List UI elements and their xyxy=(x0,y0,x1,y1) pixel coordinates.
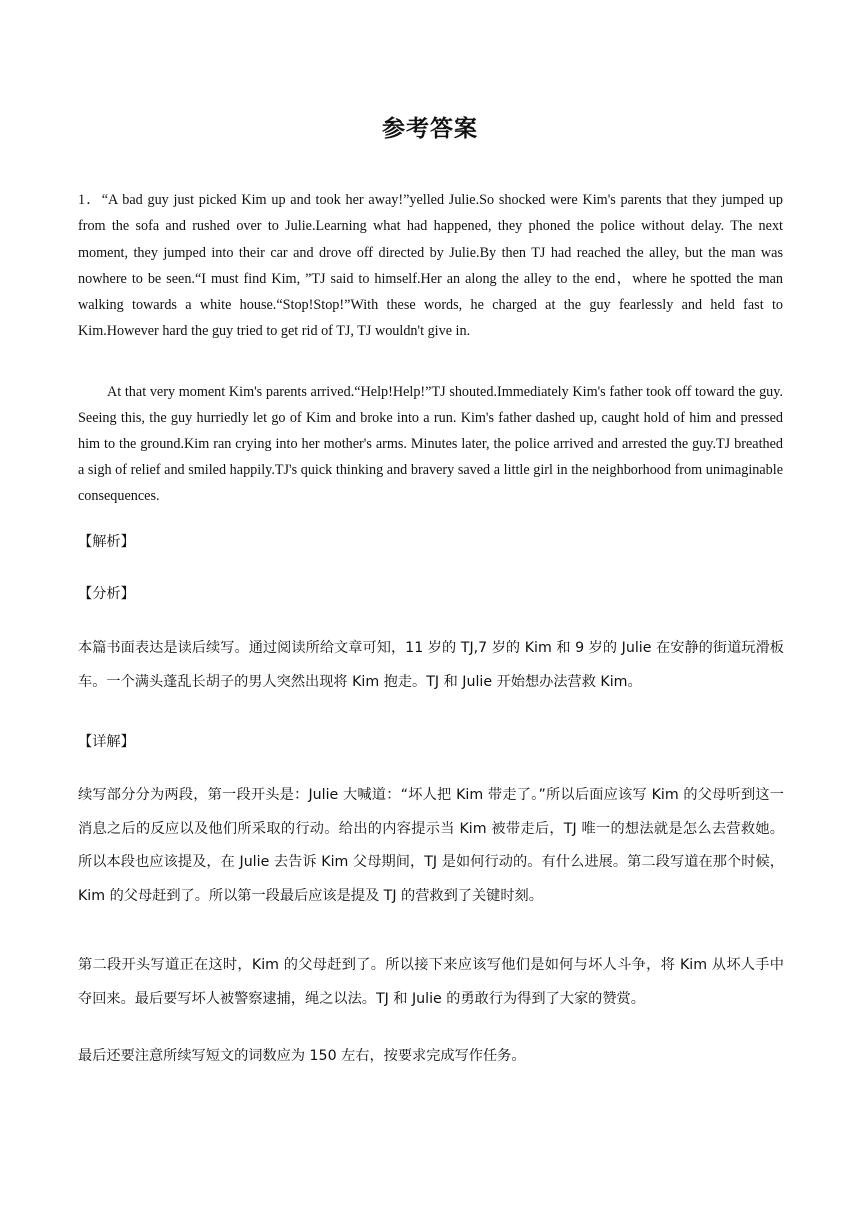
essay-paragraph-2: At that very moment Kim's parents arrived.“Help!Help!”TJ shouted.Immediately Kim's father took off toward the guy. Seeing this, the guy hurriedly let go of Kim and broke into a run. Kim's father dashed up, caught hold of him and pressed him to the ground.Kim ran crying into her mother's arms. Minutes later, the police arrived and arrested the guy.TJ breathed a sigh of relief and smiled happily.TJ's quick thinking and bravery saved a little girl in the neighborhood from unimaginable consequences. xyxy=(78,384,783,505)
section-label-xiangjie: 【详解】 xyxy=(78,734,135,750)
section-label-jiexi: 【解析】 xyxy=(78,534,135,550)
page-title: 参考答案 xyxy=(382,116,478,142)
detail-paragraph-2: 第二段开头写道正在这时，Kim 的父母赶到了。所以接下来应该写他们是如何与坏人斗争，将 Kim 从坏人手中夺回来。最后要写坏人被警察逮捕，绳之以法。TJ 和 Julie 的勇敢行为得到了大家的赞赏。 xyxy=(78,957,784,1007)
section-label-fenxi: 【分析】 xyxy=(78,586,135,602)
detail-paragraph-1: 续写部分分为两段，第一段开头是：Julie 大喊道：“坏人把 Kim 带走了。”所以后面应该写 Kim 的父母听到这一消息之后的反应以及他们所采取的行动。给出的内容提示当 Kim 被带走后，TJ 唯一的想法就是怎么去营救她。所以本段也应该提及，在 Julie 去告诉 Kim 父母期间，TJ 是如何行动的。有什么进展。第二段写道在那个时候，Kim 的父母赶到了。所以第一段最后应该是提及 TJ 的营救到了关键时刻。 xyxy=(78,787,784,904)
detail-paragraph-3: 最后还要注意所续写短文的词数应为 150 左右，按要求完成写作任务。 xyxy=(78,1048,526,1064)
essay-paragraph-1: 1．“A bad guy just picked Kim up and took her away!”yelled Julie.So shocked were Kim's parents that they jumped up from the sofa and rushed over to Julie.Learning what had happened, they phoned the police without delay. The next moment, they jumped into their car and drove off directed by Julie.By then TJ had reached the alley, but the man was nowhere to be seen.“I must find Kim, ”TJ said to himself.Her an along the alley to the end，where he spotted the man walking towards a white house.“Stop!Stop!”With these words, he charged at the guy fearlessly and held fast to Kim.However hard the guy tried to get rid of TJ, TJ wouldn't give in. xyxy=(78,192,783,340)
analysis-text: 本篇书面表达是读后续写。通过阅读所给文章可知，11 岁的 TJ,7 岁的 Kim 和 9 岁的 Julie 在安静的街道玩滑板车。一个满头蓬乱长胡子的男人突然出现将 Kim 抱走。TJ 和 Julie 开始想办法营救 Kim。 xyxy=(78,640,784,690)
